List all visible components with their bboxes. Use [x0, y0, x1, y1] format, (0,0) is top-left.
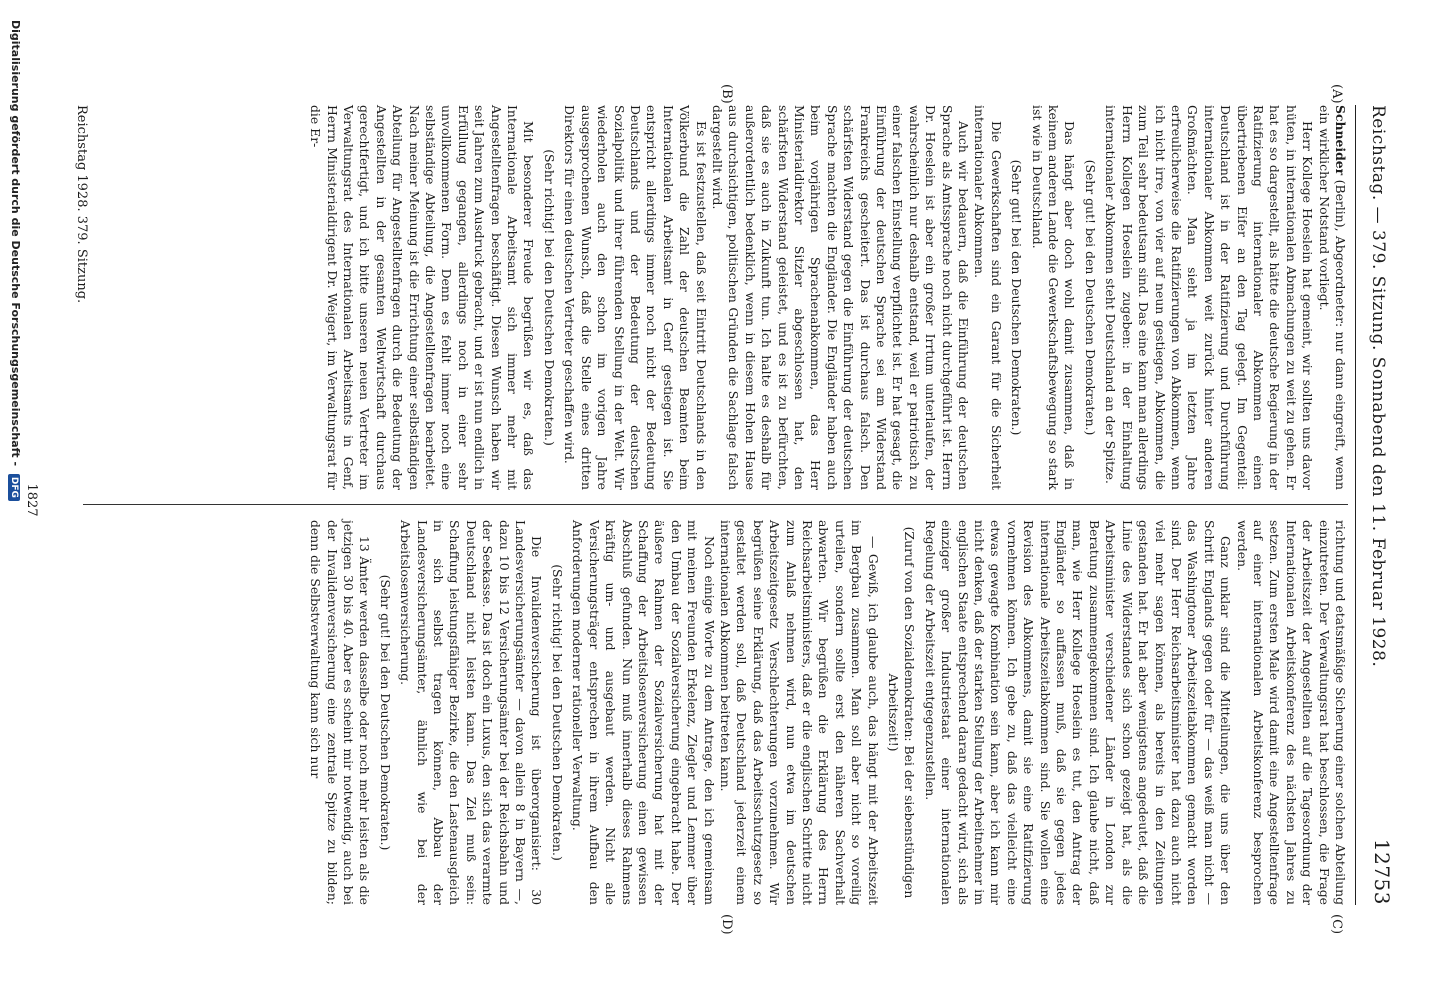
interjection: (Sehr gut! bei den Deutschen Demokraten.)	[1009, 159, 1025, 436]
margin-marker-b: (B)	[719, 84, 734, 104]
speaker-text: (Berlin), Abgeordneter: nur dann eingreift, wenn ein wirklicher Notstand vorliegt.	[1316, 105, 1348, 490]
digitization-credit	[8, 0, 22, 1000]
paragraph: Mit besonderer Freude begrüßen wir es, daß das Internationale Arbeitsamt sich immer mehr mit Angestelltenfragen beschäftigt. Diesen Wunsch haben wir seit Jahren zum Ausdruck gebracht, und er ist nun endlich in Erfüllung gegangen, allerdings noch in einer sehr unvollkommenen Form. Denn es fehlt immer noch eine selbständige Abteilung, die Angestelltenfragen bearbeitet. Nach meiner Meinung ist die Errichtung einer selbständigen Abteilung für Angestelltenfragen durch die Bedeutung der Angestellten in der gesamten Weltwirtschaft durchaus gerechtfertigt, und ich bitte unseren neuen Vertreter im Verwaltungsrat des Internationalen Arbeitsamts in Genf, Herrn Ministerialdirigent Dr. Weigert, im Verwaltungsrat für die Er-	[308, 105, 537, 490]
speaker-paragraph	[1315, 105, 1348, 490]
footer-page-number: 1827	[24, 483, 39, 517]
footer-session-note: Reichstag 1928. 379. Sitzung.	[74, 105, 89, 304]
interjection: (Sehr richtig! bei den Deutschen Demokraten.)	[549, 564, 565, 861]
paragraph: Noch einige Worte zu dem Antrage, den ich gemeinsam mit meinen Freunden Erkelenz, Ziegler und Lemmer über den Umbau der Sozialversicherung eingebracht habe. Der äußere Rahmen der Sozialversicherung hat mit der Schaffung der Arbeitslosenversicherung einen gewissen Abschluß gefunden. Nun muß innerhalb dieses Rahmens kräftig um- und ausgebaut werden. Nicht alle Versicherungsträger entsprechen in ihrem Aufbau den Anforderungen moderner rationeller Verwaltung.	[570, 520, 717, 905]
paragraph: — Gewiß, ich glaube auch, das hängt mit der Arbeitszeit im Bergbau zusammen. Man soll aber nicht so voreilig urteilen, sondern sollte erst den näheren Sachverhalt abwarten. Wir begrüßen die Erklärung des Herrn Reichsarbeitsministers, daß er die englischen Schritte nicht zum Anlaß nehmen wird, nun etwa im deutschen Arbeitszeitgesetz Verschlechterungen vorzunehmen. Wir begrüßen seine Erklärung, daß das Arbeitsschutzgesetz so gestaltet werden soll, daß Deutschland jederzeit einem internationalen Abkommen beitreten kann.	[717, 520, 881, 905]
paragraph: Ganz unklar sind die Mitteilungen, die uns über den Schritt Englands gegen oder für — das weiß man nicht — das Washingtoner Arbeitszeitabkommen gemacht worden sind. Der Herr Reichsarbeitsminister hat dazu auch nicht viel mehr sagen können, als bereits in den Zeitungen gestanden hat. Er hat aber wenigstens angedeutet, daß die Linie des Widerstandes sich schon gezeigt hat, als die Arbeitsminister verschiedener Länder in London zur Beratung zusammengekommen sind. Ich glaube nicht, daß man, wie Herr Kollege Hoeslein es tut, den Antrag der Engländer so auffassen muß, daß sie gegen jedes internationale Arbeitszeitabkommen sind. Sie wollen eine Revision des Abkommens, damit sie eine Ratifizierung vornehmen können. Ich gebe zu, daß das vielleicht eine etwas gewagte Kombination sein kann, aber ich kann mir nicht denken, daß der starken Stellung der Arbeitnehmer im englischen Staate entsprechend daran gedacht wird, sich als einziger großer Industriestaat einer internationalen Regelung der Arbeitszeit entgegenzustellen.	[922, 520, 1234, 905]
margin-marker-c: (C)	[1329, 914, 1344, 935]
margin-marker-d: (D)	[719, 914, 734, 935]
margin-marker-a: (A)	[1329, 84, 1344, 104]
interjection: (Zuruf von den Sozialdemokraten: Bei der siebenstündigen Arbeitszeit!)	[886, 526, 918, 899]
dfg-logo: DFG	[8, 474, 20, 501]
paragraph: Die Invalidenversicherung ist überorganisiert: 30 Landesversicherungsämter — davon allein 8 in Bayern —, dazu 10 bis 12 Versicherungsämter bei der Reichsbahn und der Seekasse. Das ist doch ein Luxus, den sich das verarmte Deutschland nicht leisten kann. Das Ziel muß sein: Schaffung leistungsfähiger Bezirke, die den Lastenausgleich in sich selbst tragen können, Abbau der Landesversicherungsämter, ähnlich wie bei der Arbeitslosenversicherung.	[398, 520, 545, 905]
paragraph: Auch wir bedauern, daß die Einführung der deutschen Sprache als Amtssprache noch nicht durchgeführt ist. Herrn Dr. Hoeslein ist aber ein großer Irrtum unterlaufen, der wahrscheinlich nur deshalb entstand, weil er patriotisch zu einer falschen Einstellung verpflichtet ist. Er hat gesagt, die Einführung der deutschen Sprache sei am Widerstand Frankreichs gescheitert. Das ist durchaus falsch. Den schärfsten Widerstand gegen die Einführung der deutschen Sprache machten die Engländer. Die Engländer haben auch beim vorjährigen Sprachenabkommen, das Herr Ministerialdirektor Sitzler abgeschlossen hat, den schärfsten Widerstand geleistet, und es ist zu befürchten, daß sie es auch in Zukunft tun. Ich halte es deshalb für außerordentlich bedenklich, wenn in diesem Hohen Hause aus durchsichtigen, politischen Gründen die Sachlage falsch dargestellt wird.	[709, 105, 972, 490]
paragraph: 13 Ämter werden dasselbe oder noch mehr leisten als die jetzigen 30 bis 40. Aber es scheint mir notwendig, auch bei der Invalidenversicherung eine zentrale Spitze zu bilden; denn die Selbstverwaltung kann sich nur	[308, 520, 373, 905]
right-text-column	[307, 520, 1348, 905]
speaker-name: Schneider	[1333, 105, 1348, 176]
interjection: (Sehr richtig! bei den Deutschen Demokraten.)	[541, 149, 557, 446]
interjection: (Sehr gut! bei den Deutschen Demokraten.)	[377, 574, 393, 851]
paragraph: Die Gewerkschaften sind ein Garant für die Sicherheit internationaler Abkommen.	[972, 105, 1004, 490]
column-divider	[83, 504, 1348, 505]
header-rule	[1355, 105, 1356, 905]
header-title: Reichstag. — 379. Sitzung. Sonnabend den 11. Februar 1928.	[1368, 105, 1388, 668]
paragraph: Herr Kollege Hoeslein hat gemeint, wir sollten uns davor hüten, in internationalen Abmachungen zu weit zu gehen. Er hat es so dargestellt, als hätte die deutsche Regierung in der Ratifizierung internationaler Abkommen einen übertriebenen Eifer an den Tag gelegt. Im Gegenteil: Deutschland ist in der Ratifizierung und Durchführung internationaler Abkommen weit zurück hinter anderen Großmächten. Man sieht ja im letzten Jahre erfreulicherweise die Ratifizierungen von Abkommen, wenn ich nicht irre, von vier auf neun gestiegen, Abkommen, die zum Teil sehr bedeutsam sind. Das eine kann man allerdings Herrn Kollegen Hoeslein zugeben: in der Einhaltung internationaler Abkommen steht Deutschland an der Spitze.	[1103, 105, 1316, 490]
paragraph: Es ist festzustellen, daß seit Eintritt Deutschlands in den Völkerbund die Zahl der deutschen Beamten beim Internationalen Arbeitsamt in Genf gestiegen ist. Sie entspricht allerdings immer noch nicht der Bedeutung Deutschlands und der Bedeutung der deutschen Sozialpolitik und ihrer führenden Stellung in der Welt. Wir wiederholen auch den schon im vorigen Jahre ausgesprochenen Wunsch, daß die Stelle eines dritten Direktors für einen deutschen Vertreter geschaffen wird.	[562, 105, 709, 490]
paragraph: richtung und etatsmäßige Sicherung einer solchen Abteilung einzutreten. Der Verwaltungsrat hat beschlossen, die Frage der Arbeitszeit der Angestellten auf die Tagesordnung der Internationalen Arbeitskonferenz des nächsten Jahres zu setzen. Zum ersten Male wird damit eine Angestelltenfrage auf einer internationalen Arbeitskonferenz besprochen werden.	[1234, 520, 1348, 905]
page-header	[1360, 105, 1394, 905]
paragraph: Das hängt aber doch wohl damit zusammen, daß in keinem anderen Lande die Gewerkschaftsbewegung so stark ist wie in Deutschland.	[1029, 105, 1078, 490]
interjection: (Sehr gut! bei den Deutschen Demokraten.)	[1082, 159, 1098, 436]
digitization-credit-text: Digitalisierung gefördert durch die Deutsche Forschungsgemeinschaft -	[9, 20, 22, 467]
left-text-column	[307, 105, 1348, 490]
header-page-number: 12753	[1370, 838, 1394, 905]
